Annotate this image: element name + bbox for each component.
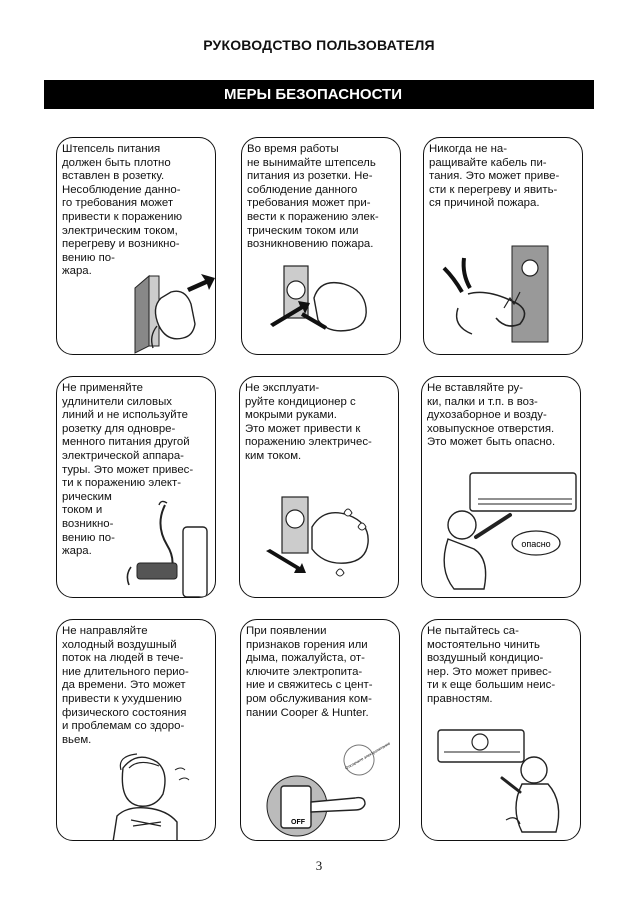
card-text: Не применяйте удлинители силовых линий и не используйте розетку для одновре- менного питания другой электрической аппара- туры. Это может привес- ти к поражению элект- рическим током и возникно- вению по- жара. [62, 382, 194, 558]
card-text: Не пытайтесь са- мостоятельно чинить воздушный кондицио- нер. Это может привес- ти к еще большим неис- правностям. [427, 625, 556, 705]
document-header: РУКОВОДСТВО ПОЛЬЗОВАТЕЛЯ [203, 37, 435, 53]
card-text: Не вставляйте ру- ки, палки и т.п. в воз- духозаборное и возду- ховыпускное отверстия. Это может быть опасно. [427, 382, 556, 449]
safety-card-extension-cords [56, 376, 216, 598]
safety-card-inlet-outlet [421, 376, 581, 598]
safety-card-plug-insert [56, 137, 216, 355]
safety-card-wet-hands [239, 376, 399, 598]
danger-bubble-text: опасно [521, 539, 551, 549]
card-text: Не эксплуати- руйте кондиционер с мокрыми руками. Это может привести к поражению электричес- ким током. [245, 382, 372, 462]
card-text: Никогда не на- ращивайте кабель пи- тания. Это может приве- сти к перегреву и явить- ся причиной пожара. [429, 143, 560, 210]
safety-card-cold-airflow [56, 619, 216, 841]
safety-card-cable-extension [423, 137, 583, 355]
page-number: 3 [315, 858, 323, 873]
card-text: При появлении признаков горения или дыма, пожалуйста, от- ключите электропита- ние и свяжитесь с цент- ром обслуживания ком- пании Cooper & Hunter. [246, 625, 373, 719]
card-text: Не направляйте холодный воздушный поток на людей в тече- ние длительного перио- да времени. Это может привести к ухудшению физического состояния и проблемам со здоро- вьем. [62, 625, 189, 746]
card-text: Штепсель питания должен быть плотно вставлен в розетку. Несоблюдение данно- го требования может привести к поражению электрическим током, перегреву и возникно- вению по- жара. [62, 143, 183, 278]
card-text: Во время работы не вынимайте штепсель питания из розетки. Не- соблюдение данного требования может при- вести к поражению элек- трическим током или возникновению пожара. [247, 143, 379, 251]
safety-card-plug-remove [241, 137, 401, 355]
safety-card-self-repair [421, 619, 581, 841]
safety-card-fire-smoke [240, 619, 400, 841]
section-banner: МЕРЫ БЕЗОПАСНОСТИ [44, 80, 594, 109]
switch-off-label: OFF [291, 819, 305, 826]
power-off-stamp: Отключите электропитание [344, 740, 391, 771]
